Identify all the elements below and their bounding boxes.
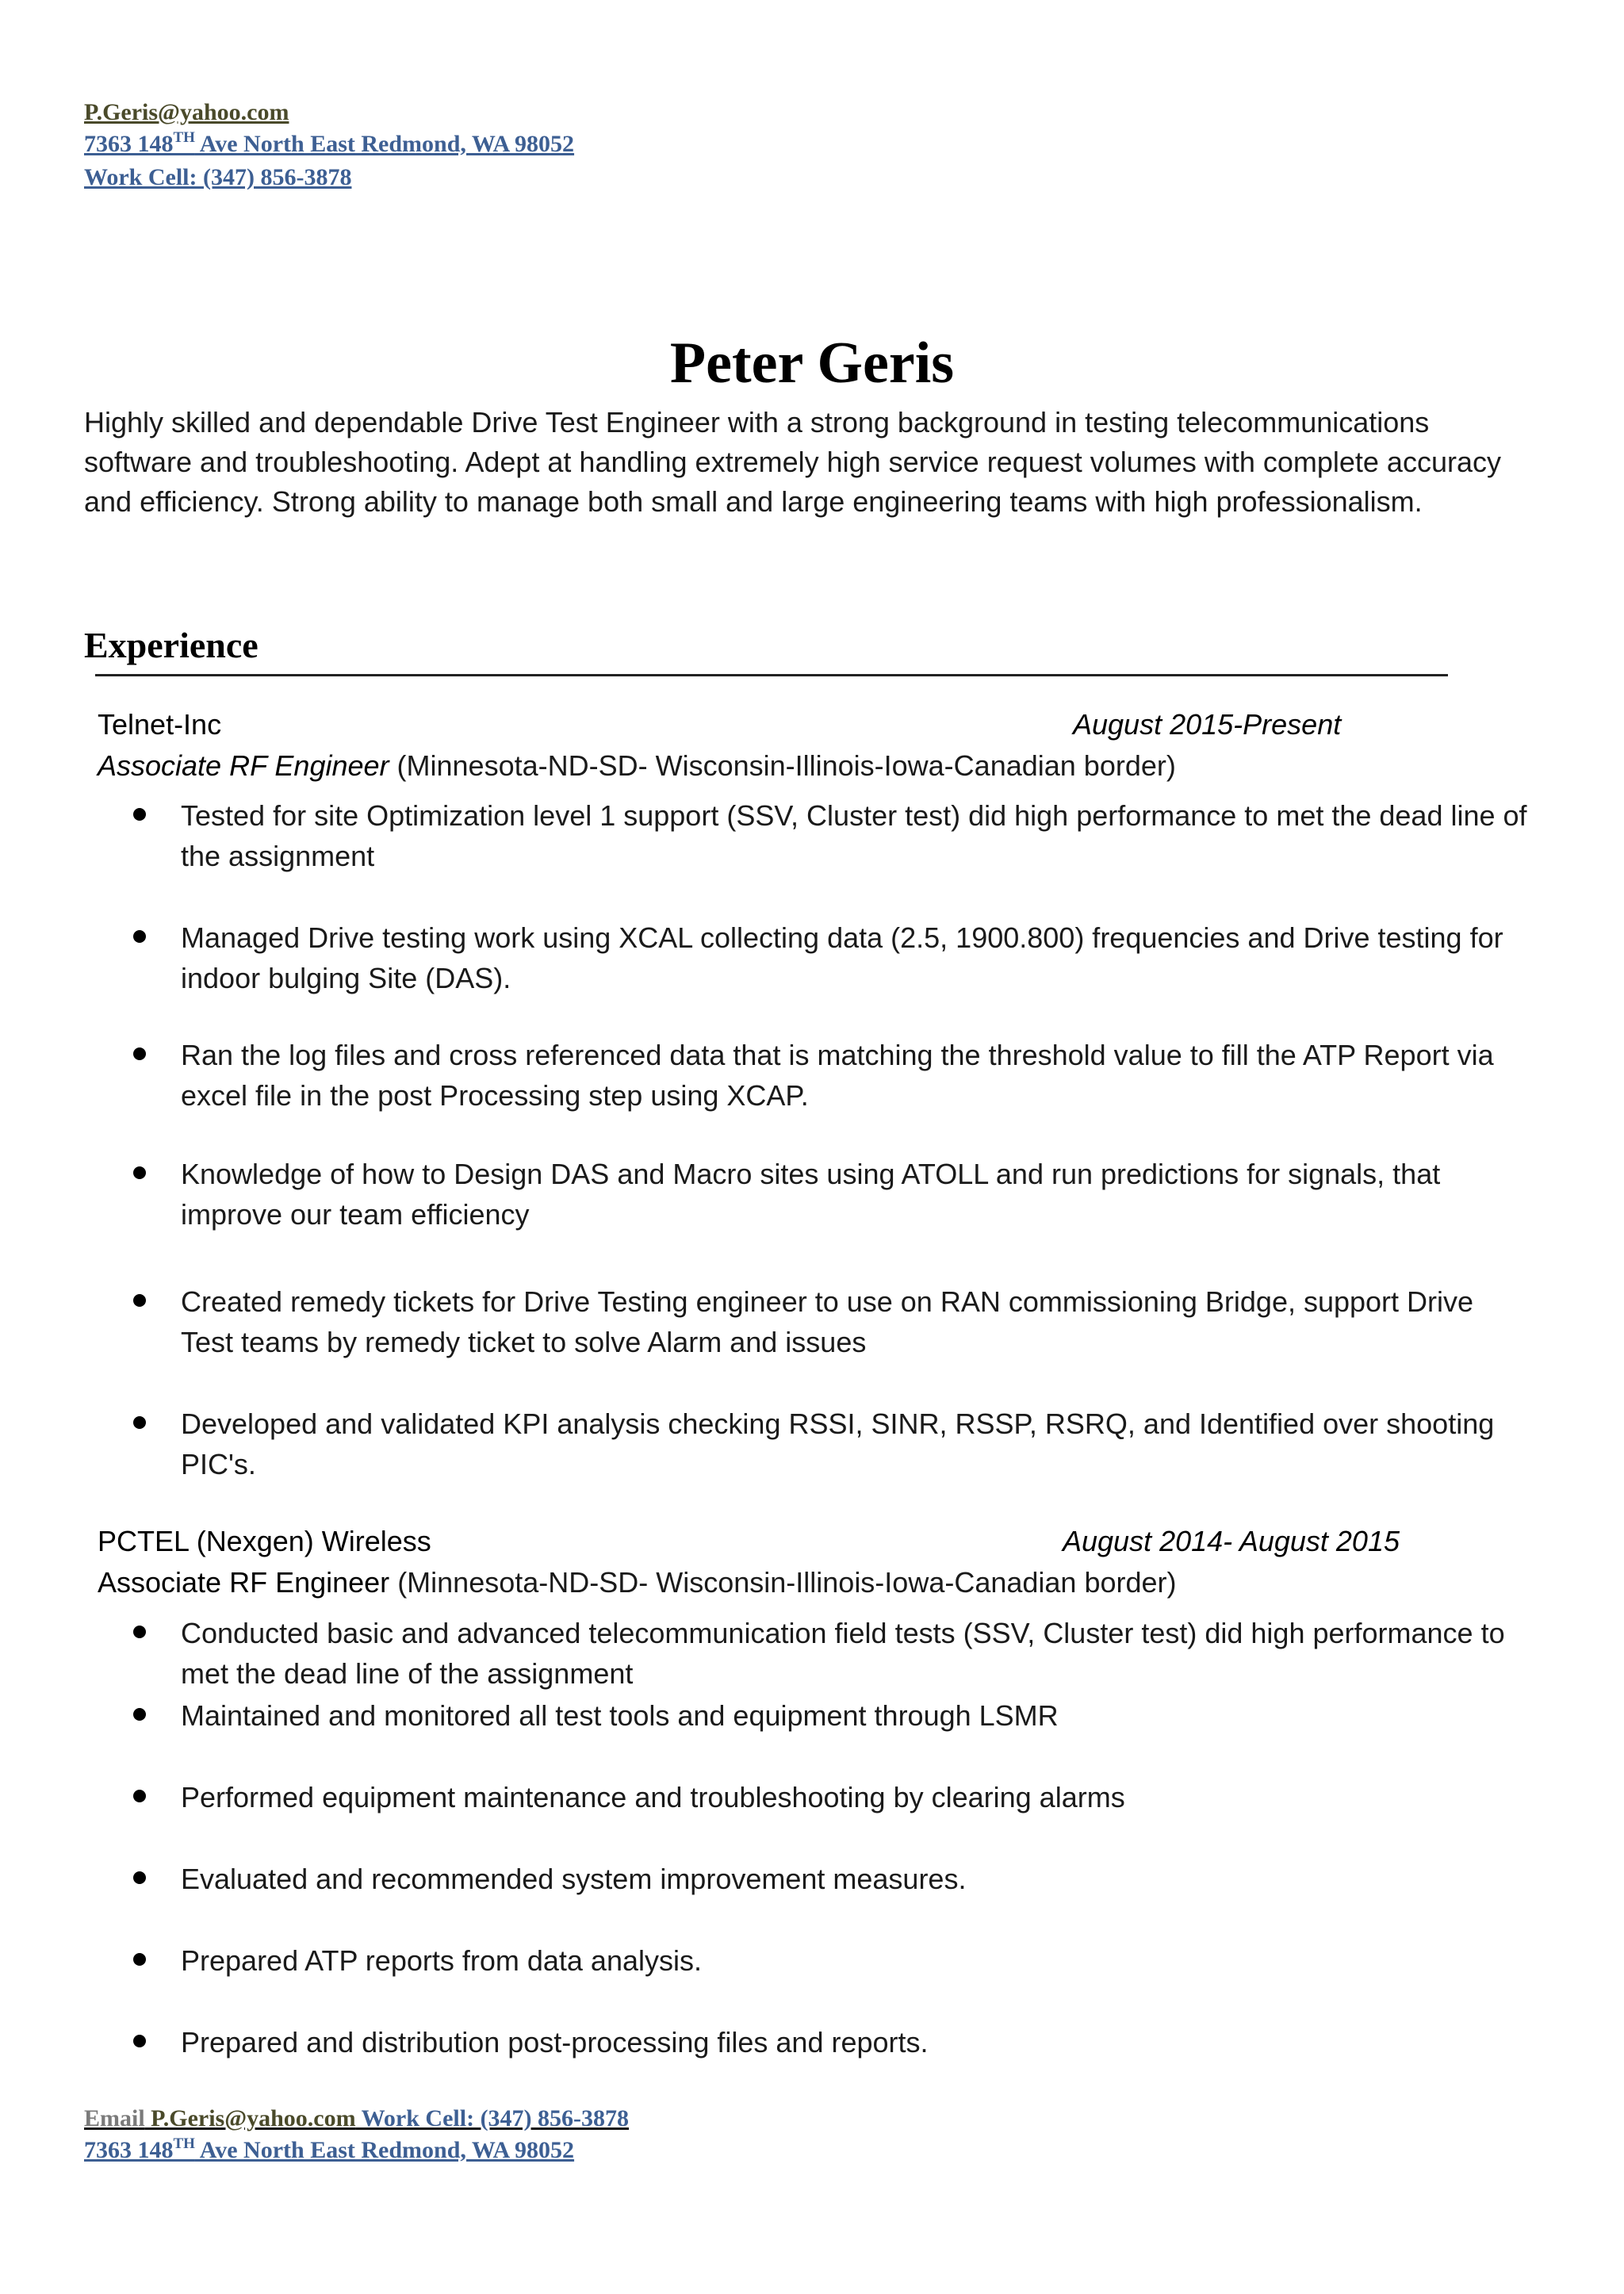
header-email[interactable]: P.Geris@yahoo.com <box>84 99 289 125</box>
job-role: Associate RF Engineer <box>98 1566 390 1599</box>
list-item <box>181 917 1529 998</box>
bullet-icon <box>133 1871 146 1884</box>
footer-address-number: 7363 148 <box>84 2137 174 2163</box>
header-address-number: 7363 148 <box>84 131 174 157</box>
bullet-icon <box>133 2035 146 2047</box>
bullet-icon <box>133 1626 146 1638</box>
bullet-icon <box>133 1166 146 1179</box>
duty-text: Tested for site Optimization level 1 support (SSV, Cluster test) did high performance to met the dead line of the assignment <box>181 799 1527 872</box>
list-item <box>181 1613 1529 1694</box>
header-address-sup: TH <box>173 129 195 146</box>
job-location: (Minnesota-ND-SD- Wisconsin-Illinois-Iowa-Canadian border) <box>389 1566 1177 1599</box>
section-divider <box>95 674 1448 676</box>
bullet-icon <box>133 1416 146 1429</box>
bullet-icon <box>133 1294 146 1307</box>
duty-text: Evaluated and recommended system improvement measures. <box>181 1863 967 1895</box>
job-company: Telnet-Inc <box>98 708 222 741</box>
job-role-line <box>98 1564 1177 1602</box>
job-role: Associate RF Engineer <box>98 749 389 782</box>
duty-text: Prepared and distribution post-processing files and reports. <box>181 2026 929 2058</box>
list-item <box>181 1035 1529 1116</box>
professional-summary: Highly skilled and dependable Drive Test Engineer with a strong background in testing telecommunications software and troubleshooting. Adept at handling extremely high service request volumes with complete accuracy and efficiency. Strong ability to manage both small and large engineering teams with high professionalism. <box>84 406 1501 518</box>
duty-text: Prepared ATP reports from data analysis. <box>181 1944 702 1977</box>
experience-heading: Experience <box>84 625 259 665</box>
list-item <box>181 1281 1529 1362</box>
bullet-icon <box>133 1790 146 1802</box>
job-location: (Minnesota-ND-SD- Wisconsin-Illinois-Iowa-Canadian border) <box>389 749 1176 782</box>
duty-text: Conducted basic and advanced telecommunication field tests (SSV, Cluster test) did high performance to met the dead line of the assignment <box>181 1617 1505 1690</box>
duty-text: Maintained and monitored all test tools and equipment through LSMR <box>181 1699 1059 1732</box>
footer-contact-line <box>84 2104 629 2133</box>
footer-work-cell[interactable]: Work Cell: (347) 856-3878 <box>355 2105 630 2131</box>
job-dates: August 2014- August 2015 <box>1063 1525 1400 1557</box>
job-company: PCTEL (Nexgen) Wireless <box>98 1525 431 1557</box>
footer-address-link[interactable] <box>84 2136 574 2165</box>
bullet-icon <box>133 1708 146 1721</box>
candidate-name: Peter Geris <box>669 331 955 396</box>
duty-text: Performed equipment maintenance and troubleshooting by clearing alarms <box>181 1781 1125 1813</box>
header-work-cell-link[interactable] <box>84 163 351 192</box>
list-item <box>181 1695 1529 1736</box>
duty-text: Created remedy tickets for Drive Testing engineer to use on RAN commissioning Bridge, support Drive Test teams by remedy ticket to solve Alarm and issues <box>181 1285 1474 1358</box>
header-address-link[interactable] <box>84 130 574 159</box>
bullet-icon <box>133 930 146 943</box>
header-work-cell: Work Cell: (347) 856-3878 <box>84 164 352 190</box>
bullet-icon <box>133 808 146 821</box>
list-item <box>181 1777 1529 1817</box>
list-item <box>181 1154 1529 1235</box>
header-address-street: Ave North East Redmond, WA 98052 <box>194 131 575 157</box>
list-item <box>181 2022 1529 2062</box>
footer-email-label: Email <box>84 2105 145 2131</box>
list-item <box>181 1859 1529 1899</box>
header-email-link[interactable] <box>84 98 289 127</box>
footer-email[interactable]: P.Geris@yahoo.com <box>144 2105 356 2131</box>
duty-text: Managed Drive testing work using XCAL collecting data (2.5, 1900.800) frequencies and Drive testing for indoor bulging Site (DAS). <box>181 921 1503 994</box>
list-item <box>181 795 1529 876</box>
footer-address-sup: TH <box>173 2135 195 2152</box>
bullet-icon <box>133 1953 146 1966</box>
job-role-line <box>98 747 1176 785</box>
job-dates: August 2015-Present <box>1073 708 1342 741</box>
duty-text: Developed and validated KPI analysis checking RSSI, SINR, RSSP, RSRQ, and Identified over shooting PIC's. <box>181 1407 1495 1480</box>
list-item <box>181 1940 1529 1981</box>
duty-text: Knowledge of how to Design DAS and Macro sites using ATOLL and run predictions for signals, that improve our team efficiency <box>181 1158 1441 1231</box>
duty-text: Ran the log files and cross referenced data that is matching the threshold value to fill the ATP Report via excel file in the post Processing step using XCAP. <box>181 1039 1494 1112</box>
bullet-icon <box>133 1047 146 1060</box>
list-item <box>181 1404 1529 1484</box>
footer-address-street: Ave North East Redmond, WA 98052 <box>194 2137 575 2163</box>
